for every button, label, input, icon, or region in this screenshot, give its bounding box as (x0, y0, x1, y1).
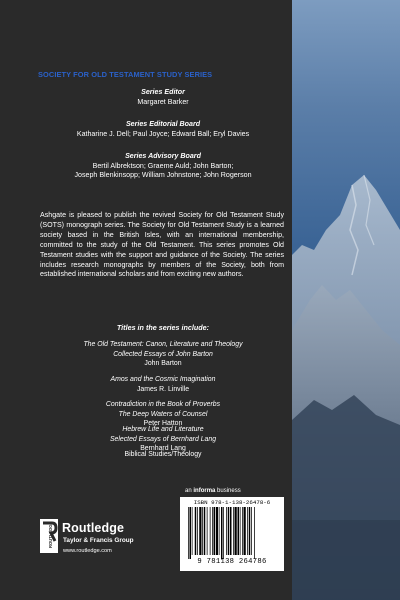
series-editor-names: Margaret Barker (137, 97, 189, 106)
routledge-logo-icon (40, 519, 58, 553)
barcode-bar (244, 507, 246, 555)
barcode-bar (228, 507, 230, 555)
barcode-bar (238, 507, 240, 555)
publisher-name: Routledge (62, 521, 125, 535)
book-title: Hebrew Life and Literature (122, 426, 204, 433)
informa-brand: informa (193, 488, 216, 494)
barcode-bar (223, 507, 224, 559)
barcode-bar (254, 507, 255, 559)
series-title: SOCIETY FOR OLD TESTAMENT STUDY SERIES (38, 70, 213, 79)
barcode-bar (190, 507, 192, 559)
barcode-bar (197, 507, 198, 555)
book-author: Bernhard Lang (140, 445, 186, 453)
barcode-bar (235, 507, 237, 555)
informa-suffix: business (217, 488, 241, 494)
subject-category: Biblical Studies/Theology (124, 451, 202, 458)
book-subtitle: Selected Essays of Bernhard Lang (109, 435, 217, 443)
publisher-logo (40, 519, 180, 569)
barcode-bar (214, 507, 216, 555)
book-author: John Barton (144, 360, 182, 368)
book-entry (38, 340, 288, 369)
barcode-bar (233, 507, 234, 555)
barcode-bar (195, 507, 197, 555)
cover-image-mountains (292, 0, 400, 600)
titles-heading: Titles in the series include: (116, 323, 210, 332)
isbn-label: ISBN 978-1-138-26478-6 (193, 499, 271, 506)
barcode-bar (242, 507, 243, 555)
barcode-bar (219, 507, 220, 555)
barcode-bar (247, 507, 248, 555)
informa-prefix: an (185, 488, 192, 494)
informa-tagline (185, 488, 241, 494)
book-subtitle: The Deep Waters of Counsel (118, 410, 208, 418)
barcode-bar (192, 507, 193, 555)
book-entry (38, 375, 288, 394)
barcode-bar (210, 507, 211, 555)
barcode-bar (249, 507, 251, 555)
barcode-bar (226, 507, 227, 555)
editorial-board-block (38, 120, 288, 139)
barcode-bar (188, 507, 189, 559)
book-entry (38, 425, 288, 454)
barcode-bar (204, 507, 206, 555)
publisher-url: www.routledge.com (63, 548, 112, 554)
series-editor-block (38, 88, 288, 107)
barcode-bar (199, 507, 201, 555)
book-author: Peter Hatton (143, 420, 183, 428)
barcode-number: 9 781138 264786 (197, 558, 267, 566)
advisory-board-block (38, 152, 288, 181)
logo-vertical-text: ROUTLEDGE (48, 521, 53, 548)
barcode-bar (230, 507, 232, 555)
book-title: The Old Testament: Canon, Literature and Theology (83, 341, 243, 348)
editorial-board-names: Katharine J. Dell; Paul Joyce; Edward Ball; Eryl Davies (76, 129, 250, 138)
barcode-bar (251, 507, 252, 555)
barcode-bar (216, 507, 218, 555)
barcode-bar (212, 507, 213, 555)
barcode-bar (202, 507, 203, 555)
publisher-group: Taylor & Francis Group (63, 537, 134, 544)
book-subtitle: Collected Essays of John Barton (113, 350, 213, 358)
book-title: Contradiction in the Book of Proverbs (105, 401, 221, 408)
advisory-board-line-2: Joseph Blenkinsopp; William Johnstone; John Rogerson (74, 171, 252, 180)
series-description: Ashgate is pleased to publish the revived Society for Old Testament Study (SOTS) monograph series. The Society for Old Testament Study is a learned society based in the British Isles, with an international membership, committed to the study of the Old Testament. This series promotes Old Testament studies with the support and guidance of the Society. The series includes research monographs by members of the Society, both from established international scholars and from exciting new authors. (40, 211, 284, 279)
book-title: Amos and the Cosmic Imagination (110, 376, 216, 383)
editorial-board-heading: Series Editorial Board (125, 120, 201, 128)
isbn-barcode (180, 497, 284, 571)
barcode-bar (221, 507, 223, 559)
mountain-illustration (292, 0, 400, 600)
barcode-bars (186, 507, 278, 559)
advisory-board-heading: Series Advisory Board (125, 152, 201, 160)
barcode-bar (207, 507, 208, 555)
series-editor-heading: Series Editor (141, 88, 185, 96)
book-author: James R. Linville (136, 385, 190, 393)
advisory-board-line-1: Bertil Albrektson; Graeme Auld; John Barton; (92, 161, 234, 170)
barcode-bar (240, 507, 241, 555)
